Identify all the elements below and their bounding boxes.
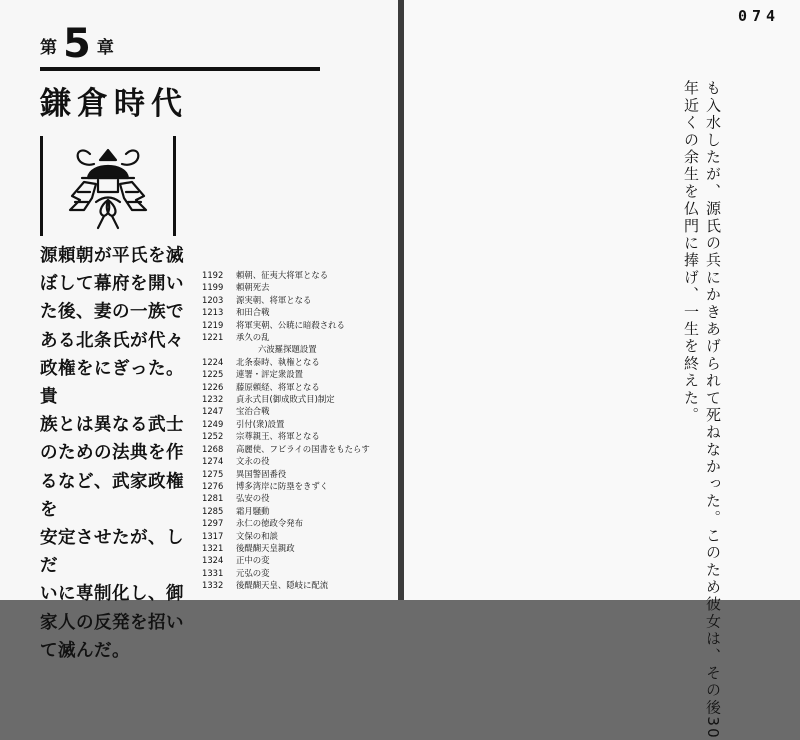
timeline-year: 1226 bbox=[202, 381, 224, 392]
timeline-entry bbox=[202, 430, 398, 442]
timeline-entry bbox=[202, 269, 398, 281]
timeline-year: 1199 bbox=[202, 282, 224, 293]
timeline-entry bbox=[202, 331, 398, 343]
timeline-entry bbox=[202, 567, 398, 579]
summary-line: 安定させたが、しだ bbox=[40, 528, 184, 577]
timeline-entry bbox=[202, 294, 398, 306]
timeline-year: 1321 bbox=[202, 542, 224, 553]
timeline-entry bbox=[202, 319, 398, 331]
chapter-title: 鎌倉時代 bbox=[40, 86, 188, 122]
timeline-event: 異国警固番役 bbox=[236, 468, 287, 479]
emblem-right-bar bbox=[173, 136, 176, 236]
timeline-year: 1275 bbox=[202, 468, 224, 479]
timeline-event: 宝治合戦 bbox=[236, 406, 270, 417]
timeline-event: 頼朝、征夷大将軍となる bbox=[236, 270, 329, 280]
timeline-year: 1247 bbox=[202, 406, 224, 417]
timeline-event: 永仁の徳政令発布 bbox=[236, 518, 303, 529]
timeline-event: 藤原頼経、将軍となる bbox=[236, 381, 320, 392]
timeline-year: 1317 bbox=[202, 530, 224, 541]
timeline-year: 1221 bbox=[202, 332, 224, 343]
timeline-year: 1297 bbox=[202, 518, 224, 529]
timeline-year: 1225 bbox=[202, 369, 224, 380]
timeline-sub-event: 六波羅探題設置 bbox=[258, 344, 317, 355]
timeline-event: 連署・評定衆設置 bbox=[236, 369, 303, 380]
timeline-entry bbox=[202, 455, 398, 467]
summary-line: のための法典を作 bbox=[40, 443, 184, 464]
timeline-year: 1274 bbox=[202, 456, 224, 467]
timeline-entry bbox=[202, 517, 398, 529]
timeline-entry bbox=[202, 393, 398, 405]
timeline-event: 霜月騒動 bbox=[236, 505, 270, 516]
timeline-entry bbox=[202, 505, 398, 517]
chapter-divider bbox=[40, 67, 320, 71]
chapter-number: 5 bbox=[63, 21, 91, 67]
timeline-year: 1324 bbox=[202, 555, 224, 566]
emblem-left-bar bbox=[40, 136, 43, 236]
timeline-event: 北条泰時、執権となる bbox=[236, 356, 320, 367]
timeline-year: 1276 bbox=[202, 480, 224, 491]
timeline-event: 正中の変 bbox=[236, 555, 270, 566]
timeline-event: 後醍醐天皇、隠岐に配流 bbox=[236, 580, 329, 591]
timeline-year: 1249 bbox=[202, 418, 224, 429]
summary-line: 源頼朝が平氏を滅 bbox=[40, 246, 184, 266]
timeline-event: 貞永式目(御成敗式目)制定 bbox=[236, 394, 335, 405]
timeline-entry bbox=[202, 281, 398, 293]
timeline-year: 1332 bbox=[202, 580, 224, 591]
timeline-entry bbox=[202, 405, 398, 417]
timeline-event: 博多湾岸に防塁をきずく bbox=[236, 480, 329, 491]
timeline-year: 1252 bbox=[202, 431, 224, 442]
timeline-entry bbox=[202, 554, 398, 566]
emblem-frame bbox=[40, 136, 176, 236]
timeline-year: 1192 bbox=[202, 270, 224, 280]
timeline-entry bbox=[202, 542, 398, 554]
timeline-entry bbox=[202, 468, 398, 480]
timeline-year: 1213 bbox=[202, 307, 224, 318]
timeline-event: 高麗使、フビライの国書をもたらす bbox=[236, 443, 370, 454]
summary-line: いに専制化し、御 bbox=[40, 584, 184, 605]
timeline-event: 元弘の変 bbox=[236, 567, 270, 578]
timeline-event: 承久の乱 bbox=[236, 332, 270, 343]
summary-line: ある北条氏が代々 bbox=[40, 330, 184, 351]
summary-line: るなど、武家政権を bbox=[40, 471, 184, 520]
timeline-entry bbox=[202, 480, 398, 492]
left-page bbox=[0, 0, 398, 661]
timeline-year: 1281 bbox=[202, 493, 224, 504]
vertical-text-column: も入水したが、源氏の兵にかきあげられて死ねなかった。このため彼女は、その後30 bbox=[704, 80, 722, 740]
timeline-year: 1224 bbox=[202, 356, 224, 367]
timeline-event: 和田合戦 bbox=[236, 307, 270, 318]
chapter-suffix: 章 bbox=[96, 38, 114, 58]
timeline-event: 引付(衆)設置 bbox=[236, 418, 285, 429]
timeline-entry bbox=[202, 492, 398, 504]
timeline-event: 源実朝、将軍となる bbox=[236, 294, 312, 305]
timeline-entry bbox=[202, 356, 398, 368]
timeline-event: 頼朝死去 bbox=[236, 282, 270, 293]
summary-line: 政権をにぎった。貴 bbox=[40, 358, 184, 408]
timeline-event: 将軍実朝、公暁に暗殺される bbox=[236, 319, 345, 330]
timeline-year: 1285 bbox=[202, 505, 224, 516]
timeline-entry bbox=[202, 579, 398, 591]
summary-line: た後、妻の一族で bbox=[40, 302, 184, 323]
timeline-entry bbox=[202, 306, 398, 318]
timeline-event: 文永の役 bbox=[236, 456, 270, 467]
timeline-entry bbox=[202, 368, 398, 380]
timeline-entry bbox=[202, 530, 398, 542]
timeline-year: 1331 bbox=[202, 567, 224, 578]
timeline-event: 後醍醐天皇親政 bbox=[236, 542, 295, 553]
chapter-summary bbox=[40, 242, 190, 665]
timeline-year: 1219 bbox=[202, 319, 224, 330]
chapter-prefix: 第 bbox=[40, 38, 57, 58]
samurai-helmet-icon bbox=[60, 144, 156, 230]
timeline-year: 1232 bbox=[202, 394, 224, 405]
page-number: 074 bbox=[738, 7, 781, 25]
chronology-list bbox=[202, 269, 398, 592]
timeline-event: 宗尊親王、将軍となる bbox=[236, 431, 320, 442]
vertical-text-column: 年近くの余生を仏門に捧げ、一生を終えた。 bbox=[682, 80, 700, 424]
summary-line: ぼして幕府を開い bbox=[40, 274, 184, 295]
chapter-label bbox=[40, 21, 114, 67]
timeline-year: 1268 bbox=[202, 443, 224, 454]
timeline-event: 弘安の役 bbox=[236, 493, 270, 504]
right-page bbox=[404, 0, 800, 740]
summary-line: 族とは異なる武士 bbox=[40, 415, 184, 436]
timeline-year: 1203 bbox=[202, 294, 224, 305]
summary-line: て滅んだ。 bbox=[40, 640, 130, 661]
timeline-entry bbox=[202, 381, 398, 393]
timeline-entry bbox=[202, 418, 398, 430]
timeline-entry bbox=[202, 443, 398, 455]
timeline-event: 文保の和談 bbox=[236, 530, 278, 541]
summary-line: 家人の反発を招い bbox=[40, 612, 184, 633]
